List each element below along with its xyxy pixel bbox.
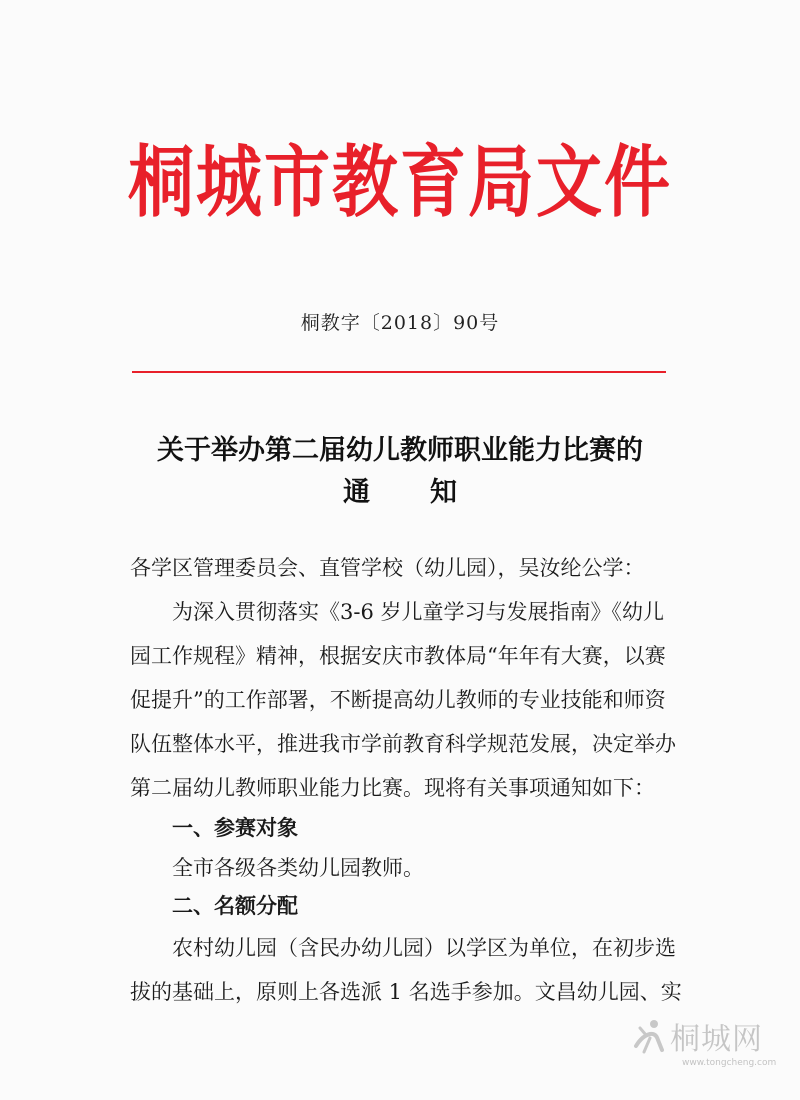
addressee-line: 各学区管理委员会、直管学校（幼儿园），吴汝纶公学： bbox=[130, 556, 645, 580]
body-line: 全市各级各类幼儿园教师。 bbox=[130, 856, 424, 880]
body-line: 队伍整体水平，推进我市学前教育科学规范发展，决定举办 bbox=[130, 732, 676, 756]
body-line: 拔的基础上，原则上各选派 1 名选手参加。文昌幼儿园、实 bbox=[130, 980, 682, 1004]
site-watermark bbox=[628, 1014, 763, 1058]
body-line: 为深入贯彻落实《3-6 岁儿童学习与发展指南》《幼儿 bbox=[130, 600, 664, 624]
section-heading-1: 一、参赛对象 bbox=[130, 816, 298, 840]
body-line: 第二届幼儿教师职业能力比赛。现将有关事项通知如下： bbox=[130, 776, 655, 800]
section-heading-2: 二、名额分配 bbox=[130, 894, 298, 918]
body-line: 农村幼儿园（含民办幼儿园）以学区为单位，在初步选 bbox=[130, 936, 676, 960]
red-divider bbox=[132, 371, 666, 373]
document-number: 桐教字〔2018〕90号 bbox=[300, 312, 500, 334]
body-line: 促提升”的工作部署，不断提高幼儿教师的专业技能和师资 bbox=[130, 688, 666, 712]
watermark-text: 桐城网 bbox=[670, 1022, 763, 1057]
watermark-url: www.tongcheng.com bbox=[682, 1058, 777, 1068]
masthead-title: 桐城市教育局文件 bbox=[128, 136, 672, 228]
notice-title-line-2: 通知 bbox=[343, 477, 517, 508]
runner-logo-icon bbox=[628, 1016, 668, 1056]
notice-title-line-1: 关于举办第二届幼儿教师职业能力比赛的 bbox=[157, 435, 643, 466]
body-line: 园工作规程》精神，根据安庆市教体局“年年有大赛，以赛 bbox=[130, 644, 666, 668]
